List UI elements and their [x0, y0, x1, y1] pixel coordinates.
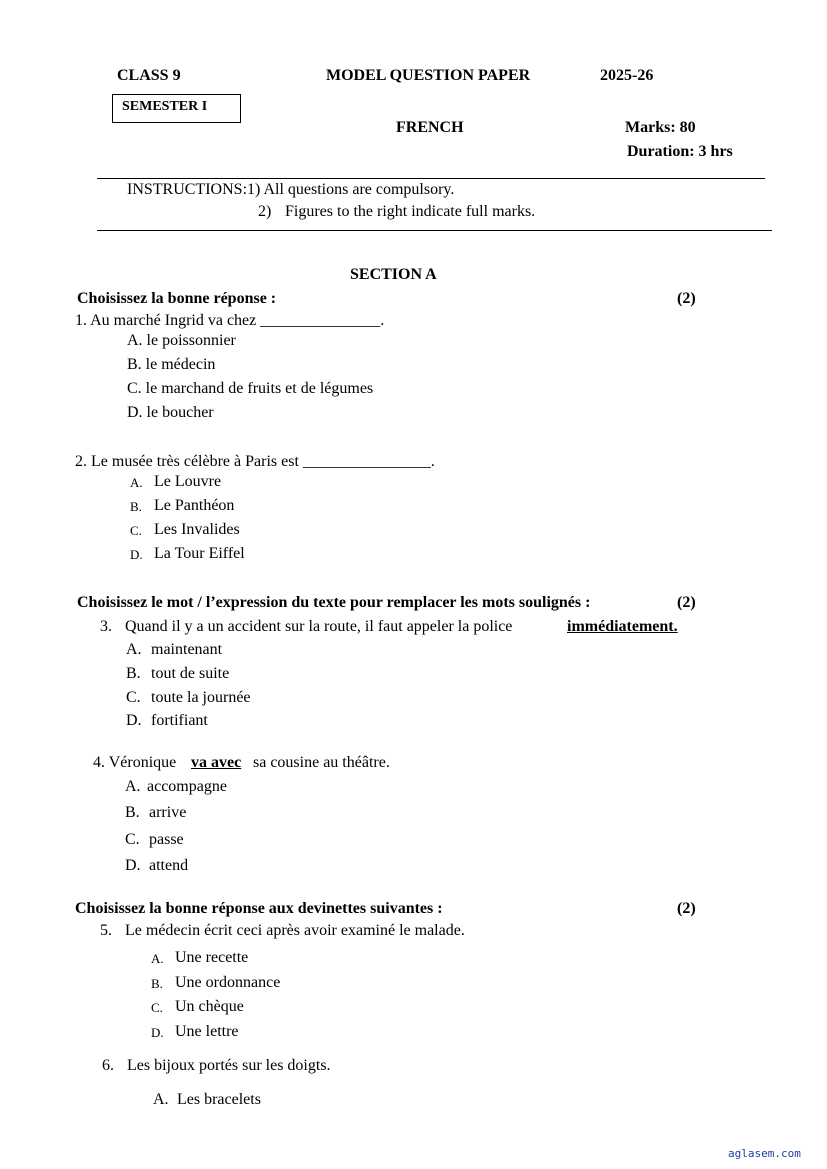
- watermark-text: aglasem.com: [728, 1147, 801, 1160]
- duration-label: Duration: 3 hrs: [627, 143, 733, 160]
- section-title: SECTION A: [350, 266, 437, 283]
- q5-letter-d: D.: [151, 1025, 164, 1040]
- q5-letter-a: A.: [151, 951, 164, 966]
- q2-option-a: Le Louvre: [154, 473, 222, 490]
- q3-letter-b: B.: [126, 665, 141, 682]
- q4-suffix: sa cousine au théâtre.: [253, 754, 390, 771]
- q2-letter-a: A.: [130, 475, 143, 490]
- q6-number: 6.: [102, 1057, 114, 1074]
- instruction-line-1: INSTRUCTIONS:1) All questions are compulsory.: [127, 181, 455, 198]
- q4-letter-a: A.: [125, 778, 141, 795]
- q3-underlined-word: immédiatement.: [567, 618, 678, 635]
- q1-option-b: B. le médecin: [127, 356, 216, 373]
- q1-option-c: C. le marchand de fruits et de légumes: [127, 380, 374, 397]
- q2-text: 2. Le musée très célèbre à Paris est ________________.: [75, 453, 435, 470]
- group1-marks: (2): [677, 290, 696, 307]
- group3-marks: (2): [677, 900, 696, 917]
- q2-option-b: Le Panthéon: [154, 497, 235, 514]
- q3-option-d: fortifiant: [151, 712, 208, 729]
- q4-option-c: passe: [149, 831, 184, 848]
- q3-text: Quand il y a un accident sur la route, il faut appeler la police: [125, 618, 513, 635]
- group2-heading: Choisissez le mot / l’expression du texte pour remplacer les mots soulignés :: [77, 594, 591, 611]
- class-label: CLASS 9: [117, 67, 181, 84]
- q3-letter-a: A.: [126, 641, 142, 658]
- q3-option-b: tout de suite: [151, 665, 230, 682]
- q5-letter-c: C.: [151, 1000, 163, 1015]
- group1-heading: Choisissez la bonne réponse :: [77, 290, 277, 307]
- q4-underlined-words: va avec: [191, 754, 242, 771]
- group3-heading: Choisissez la bonne réponse aux devinettes suivantes :: [75, 900, 443, 917]
- paper-title: MODEL QUESTION PAPER: [326, 67, 531, 84]
- instruction-line-2-text: Figures to the right indicate full marks.: [285, 203, 536, 220]
- instruction-line-2-number: 2): [258, 203, 272, 220]
- q5-text: Le médecin écrit ceci après avoir examiné le malade.: [125, 922, 465, 939]
- q1-option-d: D. le boucher: [127, 404, 214, 421]
- q5-option-b: Une ordonnance: [175, 974, 281, 991]
- q2-option-d: La Tour Eiffel: [154, 545, 245, 562]
- academic-year: 2025-26: [600, 67, 654, 84]
- q4-prefix: 4. Véronique: [93, 754, 177, 771]
- q4-option-d: attend: [149, 857, 189, 874]
- q6-letter-a: A.: [153, 1091, 169, 1108]
- q4-option-b: arrive: [149, 804, 187, 821]
- q4-letter-c: C.: [125, 831, 140, 848]
- divider-bottom: [97, 230, 772, 231]
- q1-option-a: A. le poissonnier: [127, 332, 236, 349]
- q2-letter-b: B.: [130, 499, 142, 514]
- q6-text: Les bijoux portés sur les doigts.: [127, 1057, 331, 1074]
- q5-option-d: Une lettre: [175, 1023, 239, 1040]
- q1-text: 1. Au marché Ingrid va chez _______________.: [75, 312, 385, 329]
- q2-letter-c: C.: [130, 523, 142, 538]
- divider-top: [97, 178, 765, 179]
- q3-option-a: maintenant: [151, 641, 223, 658]
- q2-option-c: Les Invalides: [154, 521, 240, 538]
- q2-letter-d: D.: [130, 547, 143, 562]
- subject-label: FRENCH: [396, 119, 464, 136]
- q5-option-c: Un chèque: [175, 998, 244, 1015]
- q3-letter-d: D.: [126, 712, 142, 729]
- q4-letter-d: D.: [125, 857, 141, 874]
- q5-option-a: Une recette: [175, 949, 249, 966]
- group2-marks: (2): [677, 594, 696, 611]
- semester-label: SEMESTER I: [122, 99, 208, 114]
- q3-letter-c: C.: [126, 689, 141, 706]
- q4-letter-b: B.: [125, 804, 140, 821]
- q4-option-a: accompagne: [147, 778, 227, 795]
- marks-label: Marks: 80: [625, 119, 696, 136]
- q6-option-a: Les bracelets: [177, 1091, 261, 1108]
- q5-letter-b: B.: [151, 976, 163, 991]
- q3-number: 3.: [100, 618, 112, 635]
- q3-option-c: toute la journée: [151, 689, 251, 706]
- q5-number: 5.: [100, 922, 112, 939]
